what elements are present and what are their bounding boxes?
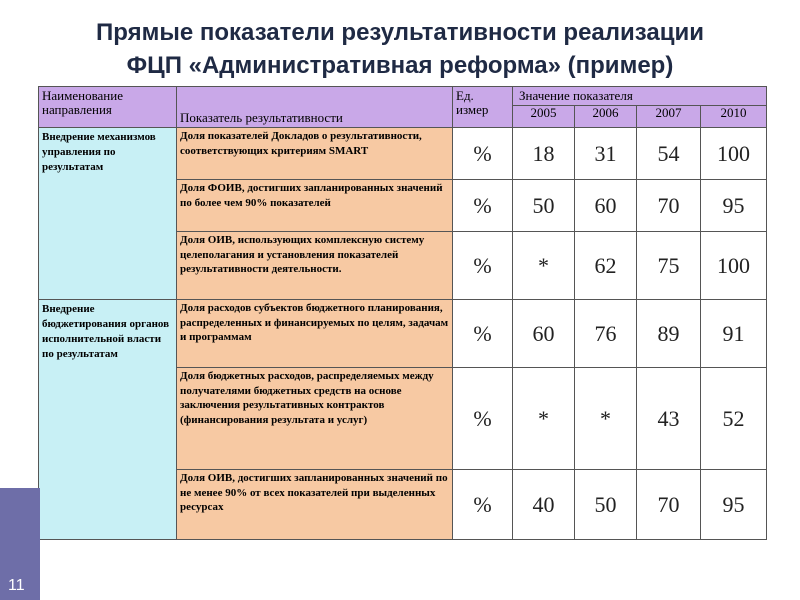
value-cell: * [575,368,637,470]
direction-cell: Внедрение бюджетирования органов исполнительной власти по результатам [39,300,177,540]
value-cell: 95 [701,470,767,540]
direction-cell: Внедрение механизмов управления по результатам [39,128,177,300]
value-cell: 50 [575,470,637,540]
indicator-cell: Доля бюджетных расходов, распределяемых между получателями бюджетных средств на основе заключения результативных контрактов (финансирования результата и услуг) [177,368,453,470]
indicator-cell: Доля показателей Докладов о результативности, соответствующих критериям SMART [177,128,453,180]
unit-cell: % [453,368,513,470]
slide-title-line-1: Прямые показатели результативности реализации [96,19,704,46]
value-cell: 40 [513,470,575,540]
value-cell: 70 [637,470,701,540]
value-cell: 95 [701,180,767,232]
value-cell: 31 [575,128,637,180]
unit-cell: % [453,180,513,232]
indicators-table [38,86,767,540]
value-cell: 60 [513,300,575,368]
value-cell: 76 [575,300,637,368]
unit-cell: % [453,300,513,368]
header-unit: Ед. измер [453,87,513,128]
value-cell: 18 [513,128,575,180]
value-cell: * [513,232,575,300]
unit-cell: % [453,232,513,300]
header-year-2010: 2010 [701,106,767,128]
indicator-cell: Доля расходов субъектов бюджетного планирования, распределенных и финансируемых по целям, задачам и программам [177,300,453,368]
value-cell: 89 [637,300,701,368]
value-cell: 43 [637,368,701,470]
value-cell: 50 [513,180,575,232]
unit-cell: % [453,128,513,180]
value-cell: 60 [575,180,637,232]
header-year-2007: 2007 [637,106,701,128]
header-value-group: Значение показателя [513,87,767,106]
indicator-cell: Доля ФОИВ, достигших запланированных значений по более чем 90% показателей [177,180,453,232]
value-cell: 54 [637,128,701,180]
indicator-cell: Доля ОИВ, достигших запланированных значений по не менее 90% от всех показателей при выделенных ресурсах [177,470,453,540]
header-year-2005: 2005 [513,106,575,128]
header-year-2006: 2006 [575,106,637,128]
header-indicator: Показатель результативности [177,87,453,128]
unit-cell: % [453,470,513,540]
value-cell: 52 [701,368,767,470]
indicator-cell: Доля ОИВ, использующих комплексную систему целеполагания и установления показателей результативности деятельности. [177,232,453,300]
value-cell: 75 [637,232,701,300]
value-cell: 100 [701,128,767,180]
table-row [39,128,767,180]
value-cell: 70 [637,180,701,232]
value-cell: * [513,368,575,470]
slide-title-line-2: ФЦП «Административная реформа» (пример) [126,52,674,79]
value-cell: 100 [701,232,767,300]
table-row [39,300,767,368]
slide-title [0,16,800,82]
page-number: 11 [8,577,25,594]
value-cell: 91 [701,300,767,368]
value-cell: 62 [575,232,637,300]
header-direction: Наименование направления [39,87,177,128]
